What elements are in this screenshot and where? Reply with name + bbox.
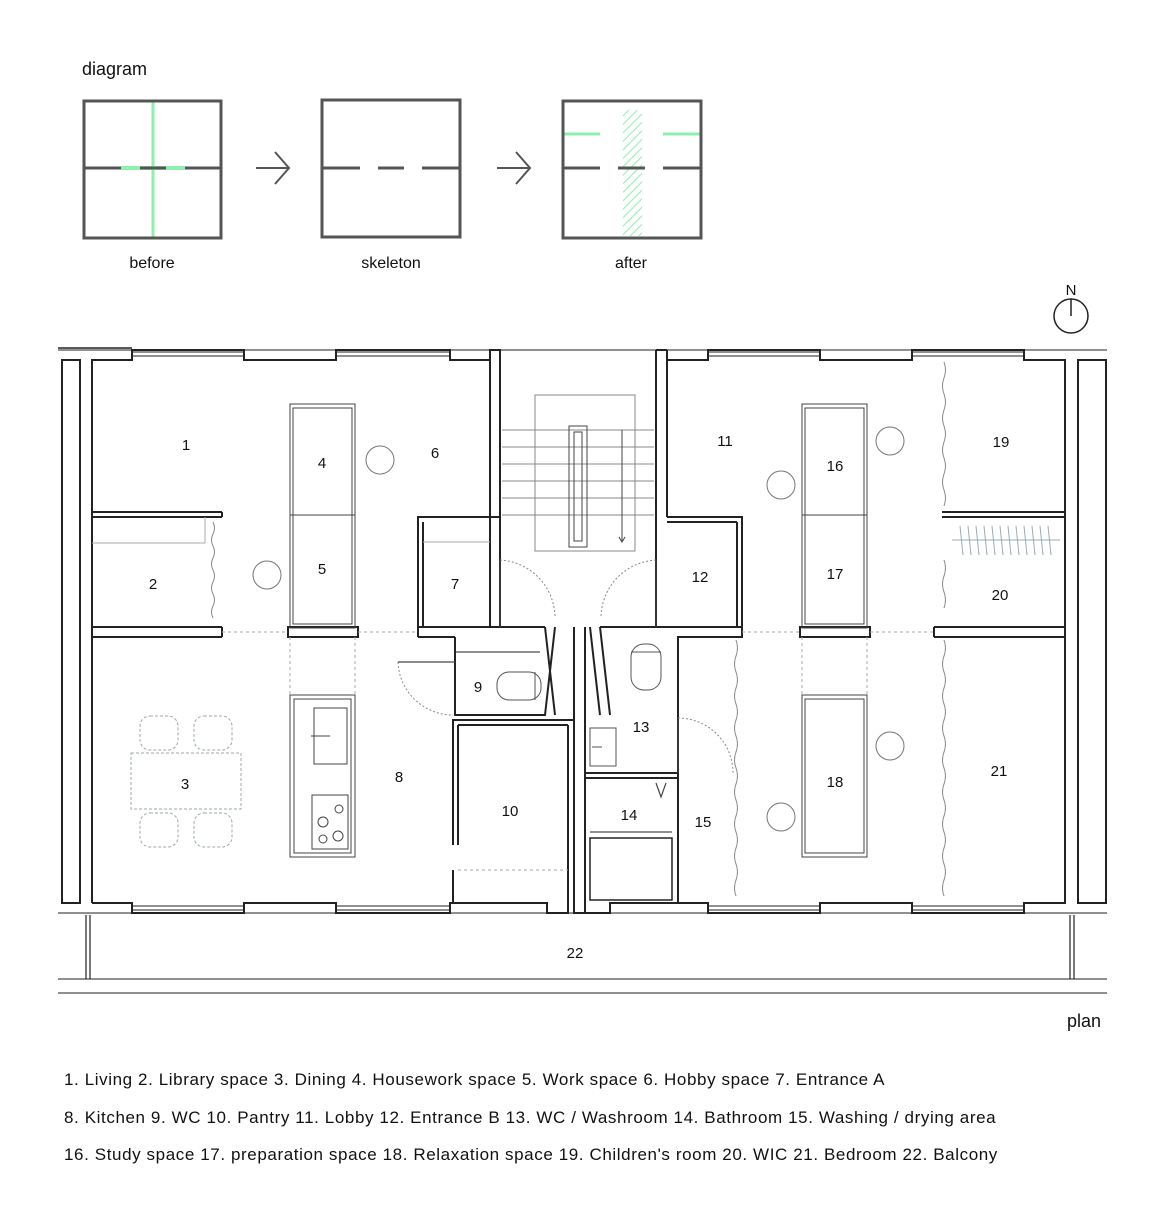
- room-label-4: 4: [317, 455, 327, 472]
- staircase: [502, 395, 654, 551]
- room-label-1: 1: [181, 437, 191, 454]
- diagram-title: diagram: [82, 59, 148, 79]
- room-label-7: 7: [450, 576, 460, 593]
- caption-skeleton: skeleton: [361, 255, 421, 272]
- north-arrow-icon: [1054, 282, 1088, 333]
- windows-top: [132, 352, 1024, 910]
- room-label-11: 11: [717, 433, 733, 450]
- room-label-3: 3: [180, 776, 190, 793]
- room-label-18: 18: [826, 774, 844, 791]
- door-swings: [398, 560, 733, 773]
- legend-line: 8. Kitchen 9. WC 10. Pantry 11. Lobby 12. Entrance B 13. WC / Washroom 14. Bathroom 15. Washing / drying area: [64, 1108, 997, 1127]
- room-label-8: 8: [394, 769, 404, 786]
- legend-line: 1. Living 2. Library space 3. Dining 4. Housework space 5. Work space 6. Hobby space 7. Entrance A: [64, 1070, 886, 1089]
- room-label-17: 17: [826, 566, 844, 583]
- curtains: [212, 362, 946, 896]
- room-label-10: 10: [501, 803, 519, 820]
- toilets-and-sinks: [497, 644, 661, 766]
- door-leaves: [398, 560, 678, 797]
- plan-title: plan: [1067, 1011, 1102, 1031]
- caption-after: after: [614, 255, 648, 272]
- room-label-9: 9: [473, 679, 483, 696]
- room-label-22: 22: [566, 945, 584, 962]
- room-label-21: 21: [990, 763, 1008, 780]
- room-label-16: 16: [826, 458, 844, 475]
- room-label-13: 13: [632, 719, 650, 736]
- room-label-19: 19: [992, 434, 1010, 451]
- room-label-15: 15: [694, 814, 712, 831]
- room-label-14: 14: [620, 807, 638, 824]
- caption-before: before: [129, 255, 175, 272]
- room-label-2: 2: [148, 576, 158, 593]
- shelving-units: [290, 404, 867, 857]
- room-label-20: 20: [991, 587, 1009, 604]
- room-label-5: 5: [317, 561, 327, 578]
- room-labels: [149, 433, 1010, 962]
- wardrobe-hangers: [952, 526, 1060, 555]
- north-label: N: [1065, 282, 1077, 299]
- room-label-6: 6: [430, 445, 440, 462]
- legend-line: 16. Study space 17. preparation space 18. Relaxation space 19. Children's room 20. WIC 21. Bedroom 22. Balcony: [64, 1145, 998, 1164]
- room-label-12: 12: [691, 569, 709, 586]
